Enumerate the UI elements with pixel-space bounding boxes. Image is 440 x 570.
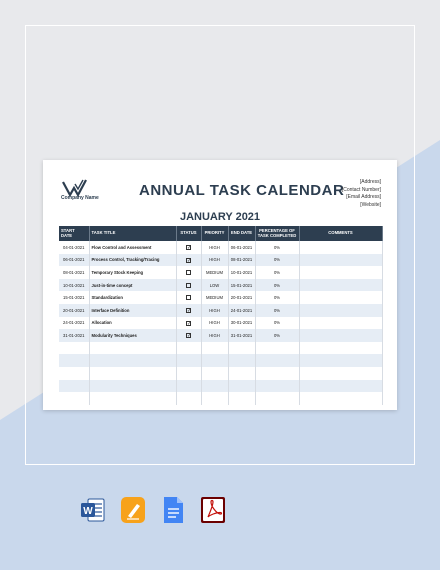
empty-cell [59,380,89,393]
status-cell [176,329,201,342]
task-table-body [59,241,382,405]
table-row [59,266,382,279]
status-cell [176,254,201,267]
table-row [59,329,382,342]
percentage-cell: 0% [255,266,299,279]
end-date-cell: 24-01-2021 [228,304,255,317]
unchecked-checkbox[interactable] [186,295,191,300]
table-row [59,291,382,304]
end-date-cell: 15-01-2021 [228,279,255,292]
company-name: Company Name [61,195,99,201]
empty-cell [176,354,201,367]
end-date-cell: 08-01-2021 [228,254,255,267]
start-date-cell: 15-01-2021 [59,291,89,304]
comments-cell [299,291,382,304]
status-cell [176,304,201,317]
address-line: [Address] [359,179,381,185]
contact-block [342,179,381,209]
empty-cell [299,354,382,367]
end-date-cell: 20-01-2021 [228,291,255,304]
empty-table-row [59,354,382,367]
empty-cell [89,380,176,393]
app-icons [79,496,229,524]
empty-cell [255,367,299,380]
percentage-cell: 0% [255,304,299,317]
task-title-cell: Modularity Techniques [89,329,176,342]
pdf-icon[interactable] [199,496,227,524]
empty-cell [228,342,255,355]
unchecked-checkbox[interactable] [186,270,191,275]
checked-checkbox[interactable]: ✓ [187,307,192,314]
empty-cell [201,380,228,393]
percentage-cell: 0% [255,291,299,304]
pages-icon[interactable] [119,496,147,524]
empty-cell [89,342,176,355]
end-date-cell: 06-01-2021 [228,241,255,254]
col-comments: COMMENTS [299,226,382,241]
task-title-cell: Standardization [89,291,176,304]
empty-cell [201,342,228,355]
empty-cell [201,354,228,367]
empty-cell [176,380,201,393]
empty-cell [89,367,176,380]
page-title: ANNUAL TASK CALENDAR [139,182,345,199]
checked-checkbox[interactable]: ✓ [187,333,192,340]
table-row [59,241,382,254]
comments-cell [299,329,382,342]
col-end-date: END DATE [228,226,255,241]
table-row [59,304,382,317]
empty-cell [176,367,201,380]
priority-cell: LOW [201,279,228,292]
priority-cell: MEDIUM [201,266,228,279]
comments-cell [299,254,382,267]
task-title-cell: Process Control, Tracking/Tracing [89,254,176,267]
empty-table-row [59,392,382,405]
empty-cell [89,354,176,367]
status-cell [176,266,201,279]
email-line: [Email Address] [346,194,381,201]
empty-cell [201,392,228,405]
empty-cell [299,392,382,405]
empty-table-row [59,367,382,380]
col-start-date: START DATE [59,226,89,241]
empty-cell [228,354,255,367]
comments-cell [299,279,382,292]
unchecked-checkbox[interactable] [186,283,191,288]
empty-cell [299,342,382,355]
task-title-cell: Allocation [89,317,176,330]
empty-cell [201,367,228,380]
empty-cell [89,392,176,405]
empty-cell [228,380,255,393]
google-docs-icon[interactable] [159,496,187,524]
col-percentage: PERCENTAGE OF TASK COMPLETED [255,226,299,241]
empty-cell [59,367,89,380]
checked-checkbox[interactable]: ✓ [187,244,192,251]
priority-cell: HIGH [201,329,228,342]
empty-table-row [59,380,382,393]
empty-cell [255,342,299,355]
priority-cell: HIGH [201,317,228,330]
col-status: STATUS [176,226,201,241]
word-icon[interactable] [79,496,107,524]
percentage-cell: 0% [255,241,299,254]
table-row [59,317,382,330]
start-date-cell: 06-01-2021 [59,254,89,267]
empty-cell [59,392,89,405]
end-date-cell: 31-01-2021 [228,329,255,342]
status-cell [176,279,201,292]
start-date-cell: 31-01-2021 [59,329,89,342]
empty-cell [228,367,255,380]
comments-cell [299,304,382,317]
empty-cell [59,354,89,367]
empty-cell [299,367,382,380]
col-priority: PRIORITY [201,226,228,241]
percentage-cell: 0% [255,279,299,292]
empty-cell [299,380,382,393]
end-date-cell: 30-01-2021 [228,317,255,330]
empty-cell [59,342,89,355]
col-task-title: TASK TITLE [89,226,176,241]
svg-text:W: W [83,506,93,517]
start-date-cell: 24-01-2021 [59,317,89,330]
checked-checkbox[interactable]: ✓ [187,257,192,264]
percentage-cell: 0% [255,329,299,342]
task-title-cell: Interface Definition [89,304,176,317]
priority-cell: MEDIUM [201,291,228,304]
empty-cell [176,342,201,355]
website-line: [Website] [360,201,381,208]
table-header-row [59,226,382,241]
end-date-cell: 10-01-2021 [228,266,255,279]
empty-cell [255,380,299,393]
empty-table-row [59,342,382,355]
priority-cell: HIGH [201,241,228,254]
start-date-cell: 10-01-2021 [59,279,89,292]
status-cell [176,317,201,330]
month-heading: JANUARY 2021 [179,211,261,223]
task-table [59,226,383,405]
task-title-cell: Temporary Stock Keeping [89,266,176,279]
empty-cell [228,392,255,405]
table-row [59,254,382,267]
start-date-cell: 20-01-2021 [59,304,89,317]
status-cell [176,291,201,304]
comments-cell [299,317,382,330]
task-title-cell: Flow Control and Assessment [89,241,176,254]
contact-number-line: [Contact Number] [341,186,381,193]
percentage-cell: 0% [255,254,299,267]
priority-cell: HIGH [201,304,228,317]
checked-checkbox[interactable]: ✓ [187,320,192,327]
empty-cell [255,392,299,405]
empty-cell [176,392,201,405]
calendar-document [43,160,397,410]
task-title-cell: Just-in-time concept [89,279,176,292]
start-date-cell: 08-01-2021 [59,266,89,279]
status-cell [176,241,201,254]
empty-cell [255,354,299,367]
comments-cell [299,241,382,254]
percentage-cell: 0% [255,317,299,330]
comments-cell [299,266,382,279]
start-date-cell: 04-01-2021 [59,241,89,254]
priority-cell: HIGH [201,254,228,267]
table-row [59,279,382,292]
